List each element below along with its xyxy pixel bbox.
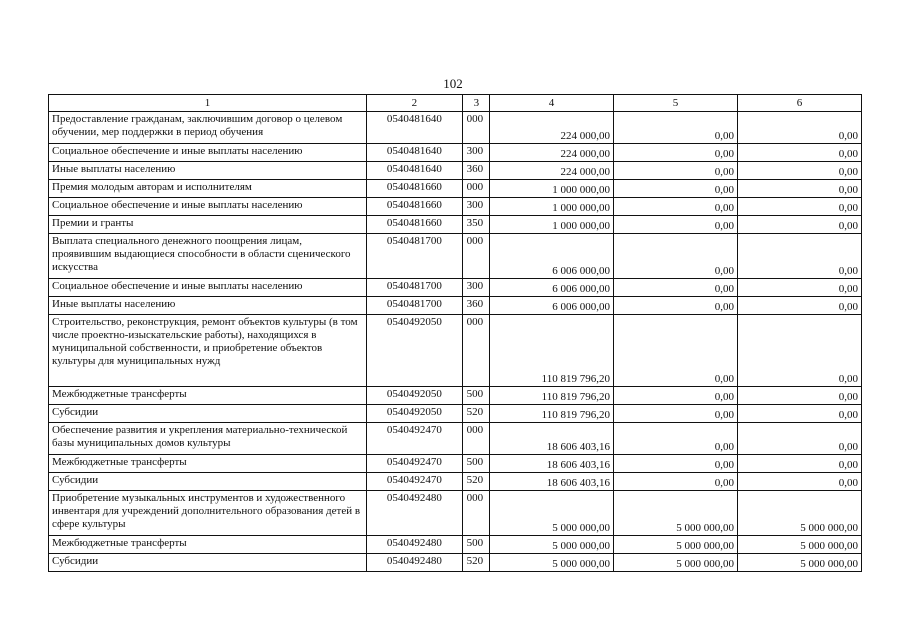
row-value-2: 0,00 xyxy=(614,315,738,387)
row-value-3: 0,00 xyxy=(737,162,861,180)
row-name: Приобретение музыкальных инструментов и художественного инвентаря для учреждений дополнительного образования детей в сфере культуры xyxy=(49,491,367,536)
row-type: 520 xyxy=(462,554,489,572)
row-code: 0540492050 xyxy=(367,315,463,387)
row-type: 300 xyxy=(462,198,489,216)
row-code: 0540481640 xyxy=(367,112,463,144)
row-code: 0540492050 xyxy=(367,405,463,423)
row-code: 0540492470 xyxy=(367,473,463,491)
table-row xyxy=(49,180,862,198)
row-value-3: 0,00 xyxy=(737,387,861,405)
row-name: Межбюджетные трансферты xyxy=(49,387,367,405)
table-row xyxy=(49,162,862,180)
row-type: 500 xyxy=(462,387,489,405)
table-row xyxy=(49,216,862,234)
row-value-1: 224 000,00 xyxy=(490,162,614,180)
row-value-2: 0,00 xyxy=(614,180,738,198)
row-value-2: 5 000 000,00 xyxy=(614,536,738,554)
row-value-3: 0,00 xyxy=(737,455,861,473)
row-type: 500 xyxy=(462,455,489,473)
row-type: 000 xyxy=(462,423,489,455)
row-code: 0540492050 xyxy=(367,387,463,405)
row-value-3: 0,00 xyxy=(737,315,861,387)
row-value-2: 0,00 xyxy=(614,473,738,491)
table-row xyxy=(49,473,862,491)
row-value-2: 5 000 000,00 xyxy=(614,491,738,536)
row-value-1: 110 819 796,20 xyxy=(490,315,614,387)
row-value-2: 0,00 xyxy=(614,162,738,180)
row-value-1: 1 000 000,00 xyxy=(490,198,614,216)
page-number: 102 xyxy=(443,76,463,91)
row-value-1: 6 006 000,00 xyxy=(490,297,614,315)
row-value-1: 18 606 403,16 xyxy=(490,473,614,491)
row-value-2: 5 000 000,00 xyxy=(614,554,738,572)
row-type: 520 xyxy=(462,405,489,423)
row-code: 0540481660 xyxy=(367,180,463,198)
row-type: 000 xyxy=(462,491,489,536)
row-code: 0540481660 xyxy=(367,216,463,234)
row-value-1: 110 819 796,20 xyxy=(490,405,614,423)
table-row xyxy=(49,455,862,473)
row-value-1: 5 000 000,00 xyxy=(490,491,614,536)
table-row xyxy=(49,423,862,455)
row-value-3: 0,00 xyxy=(737,144,861,162)
row-name: Межбюджетные трансферты xyxy=(49,536,367,554)
table-header-row xyxy=(49,95,862,112)
table-row xyxy=(49,198,862,216)
row-type: 000 xyxy=(462,112,489,144)
row-code: 0540492470 xyxy=(367,423,463,455)
row-type: 520 xyxy=(462,473,489,491)
row-name: Предоставление гражданам, заключившим договор о целевом обучении, мер поддержки в период обучения xyxy=(49,112,367,144)
row-value-2: 0,00 xyxy=(614,279,738,297)
row-value-1: 1 000 000,00 xyxy=(490,180,614,198)
row-name: Субсидии xyxy=(49,554,367,572)
row-value-3: 0,00 xyxy=(737,279,861,297)
column-header-1: 1 xyxy=(49,95,367,112)
row-value-1: 18 606 403,16 xyxy=(490,455,614,473)
table-row xyxy=(49,387,862,405)
row-type: 000 xyxy=(462,180,489,198)
row-code: 0540492480 xyxy=(367,536,463,554)
row-value-2: 0,00 xyxy=(614,387,738,405)
table-row xyxy=(49,554,862,572)
row-code: 0540481640 xyxy=(367,162,463,180)
row-value-2: 0,00 xyxy=(614,198,738,216)
row-value-3: 0,00 xyxy=(737,297,861,315)
row-value-3: 0,00 xyxy=(737,473,861,491)
row-type: 350 xyxy=(462,216,489,234)
row-value-2: 0,00 xyxy=(614,297,738,315)
row-value-3: 0,00 xyxy=(737,198,861,216)
table-row xyxy=(49,234,862,279)
row-value-2: 0,00 xyxy=(614,405,738,423)
row-code: 0540481640 xyxy=(367,144,463,162)
row-type: 000 xyxy=(462,234,489,279)
row-value-1: 18 606 403,16 xyxy=(490,423,614,455)
row-name: Межбюджетные трансферты xyxy=(49,455,367,473)
row-type: 360 xyxy=(462,162,489,180)
row-name: Премия молодым авторам и исполнителям xyxy=(49,180,367,198)
row-value-1: 224 000,00 xyxy=(490,144,614,162)
budget-table xyxy=(48,94,862,572)
row-value-1: 110 819 796,20 xyxy=(490,387,614,405)
row-type: 500 xyxy=(462,536,489,554)
table-row xyxy=(49,297,862,315)
table-row xyxy=(49,112,862,144)
row-value-3: 5 000 000,00 xyxy=(737,554,861,572)
row-code: 0540492480 xyxy=(367,554,463,572)
row-name: Строительство, реконструкция, ремонт объектов культуры (в том числе проектно-изыскательские работы), находящихся в муниципальной собственности, и приобретение объектов культуры для муниципальных нужд xyxy=(49,315,367,387)
row-name: Социальное обеспечение и иные выплаты населению xyxy=(49,279,367,297)
row-code: 0540481660 xyxy=(367,198,463,216)
row-name: Обеспечение развития и укрепления материально-технической базы муниципальных домов культуры xyxy=(49,423,367,455)
row-value-3: 0,00 xyxy=(737,405,861,423)
row-type: 360 xyxy=(462,297,489,315)
row-value-3: 0,00 xyxy=(737,180,861,198)
row-code: 0540492480 xyxy=(367,491,463,536)
row-value-3: 5 000 000,00 xyxy=(737,536,861,554)
row-type: 300 xyxy=(462,144,489,162)
row-value-2: 0,00 xyxy=(614,423,738,455)
row-value-2: 0,00 xyxy=(614,455,738,473)
column-header-6: 6 xyxy=(737,95,861,112)
table-row xyxy=(49,405,862,423)
row-name: Иные выплаты населению xyxy=(49,162,367,180)
row-name: Социальное обеспечение и иные выплаты населению xyxy=(49,198,367,216)
row-code: 0540481700 xyxy=(367,297,463,315)
column-header-2: 2 xyxy=(367,95,463,112)
column-header-5: 5 xyxy=(614,95,738,112)
row-name: Выплата специального денежного поощрения лицам, проявившим выдающиеся способности в области сценического искусства xyxy=(49,234,367,279)
table-row xyxy=(49,144,862,162)
table-row xyxy=(49,279,862,297)
row-value-3: 5 000 000,00 xyxy=(737,491,861,536)
table-row xyxy=(49,315,862,387)
column-header-3: 3 xyxy=(462,95,489,112)
row-name: Иные выплаты населению xyxy=(49,297,367,315)
row-name: Субсидии xyxy=(49,405,367,423)
row-value-3: 0,00 xyxy=(737,216,861,234)
row-code: 0540492470 xyxy=(367,455,463,473)
row-type: 300 xyxy=(462,279,489,297)
row-value-3: 0,00 xyxy=(737,112,861,144)
row-value-2: 0,00 xyxy=(614,112,738,144)
table-row xyxy=(49,491,862,536)
row-value-1: 6 006 000,00 xyxy=(490,279,614,297)
row-name: Премии и гранты xyxy=(49,216,367,234)
row-code: 0540481700 xyxy=(367,279,463,297)
row-value-1: 1 000 000,00 xyxy=(490,216,614,234)
row-type: 000 xyxy=(462,315,489,387)
column-header-4: 4 xyxy=(490,95,614,112)
row-value-2: 0,00 xyxy=(614,144,738,162)
row-value-1: 5 000 000,00 xyxy=(490,554,614,572)
row-name: Субсидии xyxy=(49,473,367,491)
table-row xyxy=(49,536,862,554)
row-value-1: 5 000 000,00 xyxy=(490,536,614,554)
row-code: 0540481700 xyxy=(367,234,463,279)
row-value-1: 224 000,00 xyxy=(490,112,614,144)
row-name: Социальное обеспечение и иные выплаты населению xyxy=(49,144,367,162)
row-value-3: 0,00 xyxy=(737,234,861,279)
row-value-1: 6 006 000,00 xyxy=(490,234,614,279)
row-value-3: 0,00 xyxy=(737,423,861,455)
row-value-2: 0,00 xyxy=(614,216,738,234)
row-value-2: 0,00 xyxy=(614,234,738,279)
